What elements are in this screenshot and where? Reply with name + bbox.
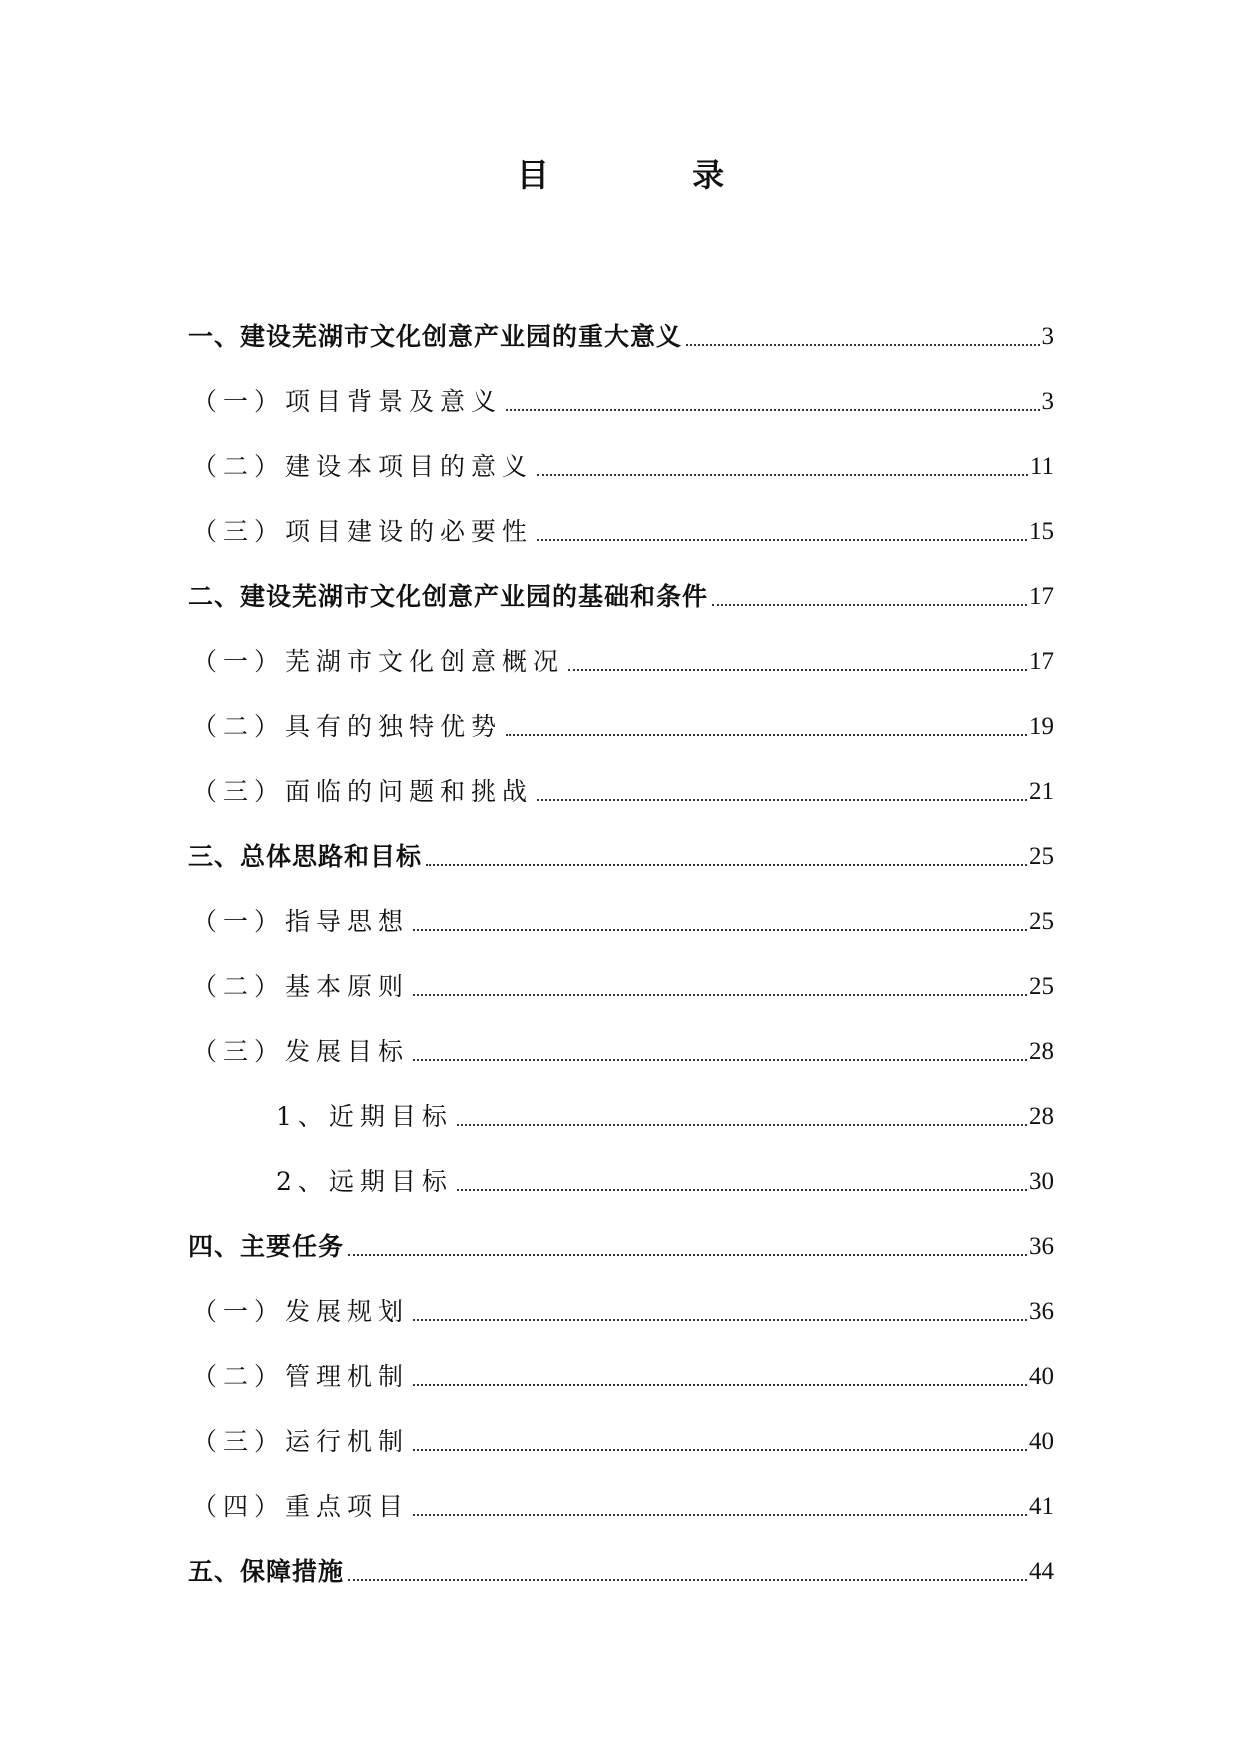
toc-entry[interactable] <box>188 745 1054 810</box>
toc-entry-page: 41 <box>1029 1493 1054 1520</box>
toc-entry-page: 17 <box>1029 648 1054 675</box>
toc-entry-label: 四、主要任务 <box>188 1232 345 1261</box>
toc-entry-label: （一）指导思想 <box>192 907 410 936</box>
toc-entry-page: 28 <box>1029 1103 1054 1130</box>
dot-leader <box>348 1579 1027 1581</box>
dot-leader <box>457 1189 1027 1191</box>
toc-entry[interactable] <box>188 420 1054 485</box>
toc-entry-label: （一）发展规划 <box>192 1297 410 1326</box>
dot-leader <box>413 1059 1027 1061</box>
toc-entry[interactable] <box>188 1265 1054 1330</box>
toc-entry[interactable] <box>188 940 1054 1005</box>
dot-leader <box>568 669 1027 671</box>
toc-entry-page: 25 <box>1029 843 1054 870</box>
toc-entry-label: 二、建设芜湖市文化创意产业园的基础和条件 <box>188 582 709 611</box>
toc-entry-page: 21 <box>1029 778 1054 805</box>
toc-entry[interactable] <box>188 680 1054 745</box>
toc-entry[interactable] <box>188 615 1054 680</box>
dot-leader <box>413 1384 1027 1386</box>
toc-entry[interactable] <box>188 1460 1054 1525</box>
toc-entry-label: （一）芜湖市文化创意概况 <box>192 647 565 676</box>
toc-entry-page: 25 <box>1029 908 1054 935</box>
dot-leader <box>686 344 1039 346</box>
toc-entry-label: （二）基本原则 <box>192 972 410 1001</box>
dot-leader <box>537 474 1028 476</box>
toc-entry-label: 2、远期目标 <box>276 1167 453 1196</box>
dot-leader <box>537 799 1027 801</box>
toc-entry[interactable] <box>188 290 1054 355</box>
toc-entry-label: （三）面临的问题和挑战 <box>192 777 534 806</box>
toc-entry-page: 36 <box>1029 1233 1054 1260</box>
toc-entry-label: （一）项目背景及意义 <box>192 387 503 416</box>
toc-entry-page: 25 <box>1029 973 1054 1000</box>
toc-entry-label: （三）发展目标 <box>192 1037 410 1066</box>
toc-entry-page: 40 <box>1029 1363 1054 1390</box>
toc-entry[interactable] <box>188 1525 1054 1590</box>
dot-leader <box>413 1319 1027 1321</box>
toc-entry-page: 28 <box>1029 1038 1054 1065</box>
toc-entry-page: 11 <box>1029 453 1054 480</box>
toc-entry-page: 40 <box>1029 1428 1054 1455</box>
dot-leader <box>413 1449 1027 1451</box>
toc-entry-label: （四）重点项目 <box>192 1492 410 1521</box>
toc-entry-page: 44 <box>1029 1558 1054 1585</box>
toc-entry[interactable] <box>188 1200 1054 1265</box>
toc-entry-label: （三）运行机制 <box>192 1427 410 1456</box>
toc-entry-page: 30 <box>1029 1168 1054 1195</box>
toc-entry-page: 3 <box>1041 323 1054 350</box>
toc-entry-label: （三）项目建设的必要性 <box>192 517 534 546</box>
toc-entry[interactable] <box>188 1395 1054 1460</box>
toc-entry[interactable] <box>188 1330 1054 1395</box>
dot-leader <box>413 994 1027 996</box>
toc-title: 目 录 <box>516 156 791 194</box>
toc-entry-label: 三、总体思路和目标 <box>188 842 423 871</box>
toc-entry[interactable] <box>188 550 1054 615</box>
toc-entry[interactable] <box>188 1135 1054 1200</box>
toc-entry-label: 五、保障措施 <box>188 1557 345 1586</box>
dot-leader <box>506 734 1027 736</box>
toc-entry-label: （二）管理机制 <box>192 1362 410 1391</box>
toc-entry[interactable] <box>188 1005 1054 1070</box>
toc-entry-label: （二）建设本项目的意义 <box>192 452 534 481</box>
toc-entry[interactable] <box>188 875 1054 940</box>
toc-entry[interactable] <box>188 810 1054 875</box>
dot-leader <box>712 604 1027 606</box>
toc-entry-page: 36 <box>1029 1298 1054 1325</box>
toc-entry[interactable] <box>188 485 1054 550</box>
toc-entry-page: 19 <box>1029 713 1054 740</box>
toc-list <box>188 290 1054 1590</box>
toc-entry-label: 一、建设芜湖市文化创意产业园的重大意义 <box>188 322 683 351</box>
dot-leader <box>348 1254 1027 1256</box>
toc-entry-label: 1、近期目标 <box>276 1102 453 1131</box>
dot-leader <box>537 539 1027 541</box>
dot-leader <box>426 864 1027 866</box>
toc-entry[interactable] <box>188 1070 1054 1135</box>
toc-entry-page: 15 <box>1029 518 1054 545</box>
toc-entry-page: 3 <box>1041 388 1054 415</box>
toc-entry-label: （二）具有的独特优势 <box>192 712 503 741</box>
dot-leader <box>506 409 1039 411</box>
dot-leader <box>413 929 1027 931</box>
dot-leader <box>413 1514 1027 1516</box>
toc-entry[interactable] <box>188 355 1054 420</box>
toc-entry-page: 17 <box>1029 583 1054 610</box>
dot-leader <box>457 1124 1027 1126</box>
